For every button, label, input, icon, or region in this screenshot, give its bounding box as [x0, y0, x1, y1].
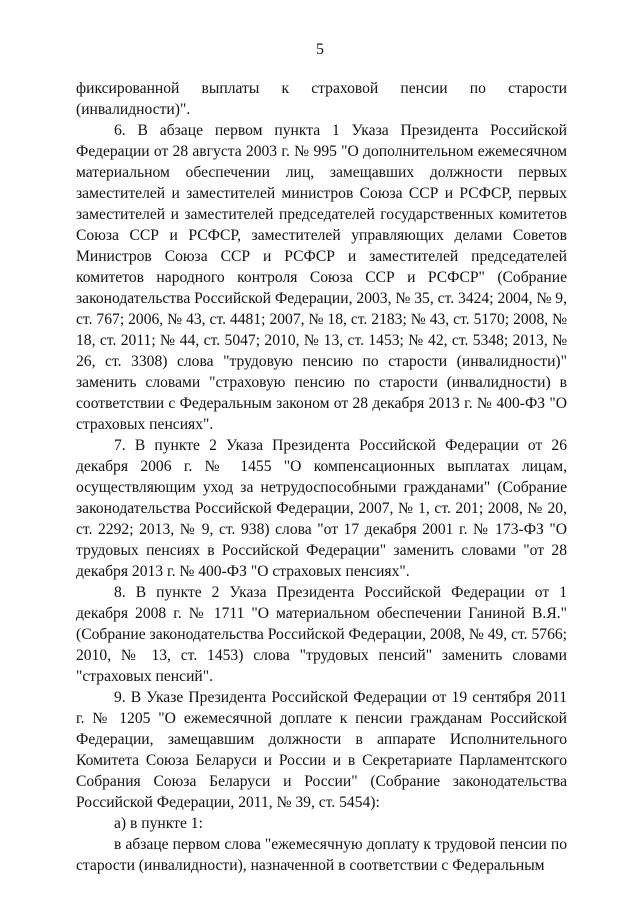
paragraph-item-6: 6. В абзаце первом пункта 1 Указа Президента Российской Федерации от 28 августа 2003 г. № 995 "О дополнительном ежемесячном материальном обеспечении лиц, замещавших должности первых заместителей и заместителей министров Союза ССР и РСФСР, первых заместителей и заместителей председателей государственных комитетов Союза ССР и РСФСР, заместителей управляющих делами Советов Министров Союза ССР и РСФСР и заместителей председателей комитетов народного контроля Союза ССР и РСФСР" (Собрание законодательства Российской Федерации, 2003, № 35, ст. 3424; 2004, № 9, ст. 767; 2006, № 43, ст. 4481; 2007, № 18, ст. 2183; № 43, ст. 5170; 2008, № 18, ст. 2011; № 44, ст. 5047; 2010, № 13, ст. 1453; № 42, ст. 5348; 2013, № 26, ст. 3308) слова "трудовую пенсию по старости (инвалидности)" заменить словами "страховую пенсию по старости (инвалидности) в соответствии с Федеральным законом от 28 декабря 2013 г. № 400-ФЗ "О страховых пенсиях".	[76, 122, 567, 433]
paragraph-item-7: 7. В пункте 2 Указа Президента Российской Федерации от 26 декабря 2006 г. № 1455 "О компенсационных выплатах лицам, осуществляющим уход за нетрудоспособными гражданами" (Собрание законодательства Российской Федерации, 2007, № 1, ст. 201; 2008, № 20, ст. 2292; 2013, № 9, ст. 938) слова "от 17 декабря 2001 г. № 173-ФЗ "О трудовых пенсиях в Российской Федерации" заменить словами "от 28 декабря 2013 г. № 400-ФЗ "О страховых пенсиях".	[76, 437, 567, 580]
document-body	[76, 78, 567, 876]
page-number: 5	[316, 41, 324, 58]
paragraph-continuation: фиксированной выплаты к страховой пенсии по старости (инвалидности)".	[76, 80, 567, 118]
paragraph-subitem-a-text: в абзаце первом слова "ежемесячную доплату к трудовой пенсии по старости (инвалидности), назначенной в соответствии с Федеральным	[76, 836, 567, 874]
paragraph-item-8: 8. В пункте 2 Указа Президента Российской Федерации от 1 декабря 2008 г. № 1711 "О материальном обеспечении Ганиной В.Я." (Собрание законодательства Российской Федерации, 2008, № 49, ст. 5766; 2010, № 13, ст. 1453) слова "трудовых пенсий" заменить словами "страховых пенсий".	[76, 584, 567, 685]
subitem-a: а) в пункте 1:	[114, 815, 203, 832]
paragraph-item-9: 9. В Указе Президента Российской Федерации от 19 сентября 2011 г. № 1205 "О ежемесячной доплате к пенсии гражданам Российской Федерации, замещавшим должности в аппарате Исполнительного Комитета Союза Беларуси и России и в Секретариате Парламентского Собрания Союза Беларуси и России" (Собрание законодательства Российской Федерации, 2011, № 39, ст. 5454):	[76, 689, 567, 811]
